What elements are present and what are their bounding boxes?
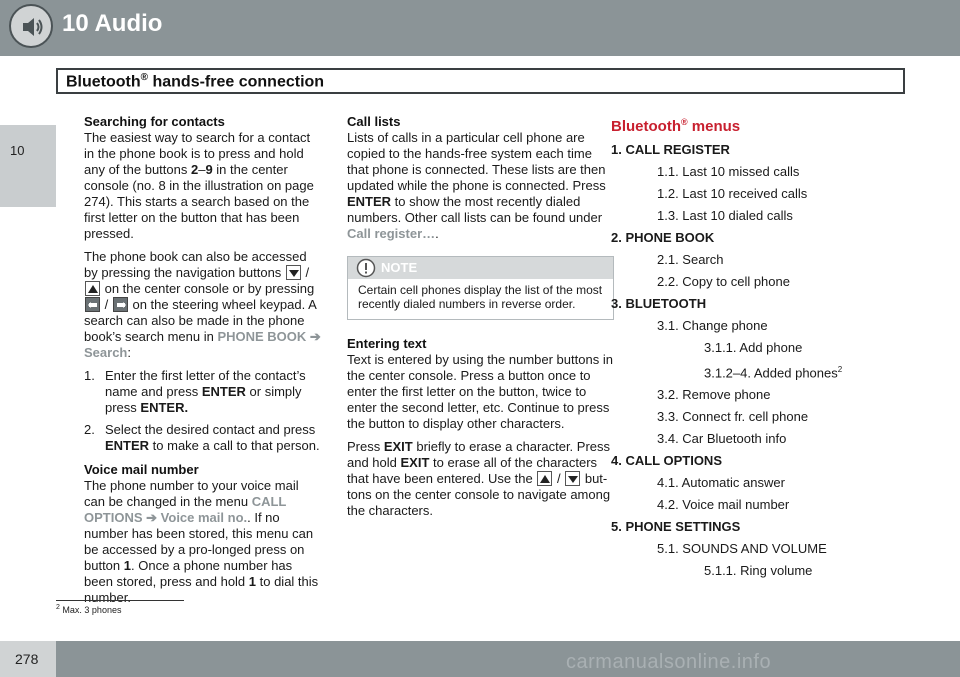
menu-tree-item: 1.3. Last 10 dialed calls xyxy=(657,208,793,223)
menu-tree-item: 3.1.2–4. Added phones$^2$ xyxy=(704,365,843,381)
nav-up-key-icon xyxy=(85,281,100,296)
note-box xyxy=(347,256,614,320)
menu-tree-item: 5.1. SOUNDS AND VOLUME xyxy=(657,541,827,557)
chapter-title: 10 Audio xyxy=(62,10,163,37)
menu-tree-item: 1.2. Last 10 received calls xyxy=(657,186,808,201)
chapter-tab-label: 10 xyxy=(10,143,25,158)
search-paragraph-1: The easiest way to search for a contact in the phone book is to press and hold any of the buttons 2–9 in the center console (no. 8 in the illustration on page 274). This starts a search based on the first letter on the button that has been pressed. xyxy=(84,130,314,241)
call-lists-heading: Call lists xyxy=(347,114,401,129)
menu-tree-item: 3.4. Car Bluetooth info xyxy=(657,431,787,447)
section-title: Bluetooth® hands-free connection xyxy=(66,72,325,91)
step-item: 2. Select the desired contact and press ENTER to make a call to that person. xyxy=(84,422,320,453)
menu-tree-item: 3.2. Remove phone xyxy=(657,387,771,403)
section-title-bar xyxy=(56,68,905,94)
watermark: carmanualsonline.info xyxy=(566,651,772,673)
bluetooth-menus-heading: Bluetooth® menus xyxy=(611,117,741,135)
footnote: $^2$ Max. 3 phones xyxy=(56,604,122,615)
page-number: 278 xyxy=(15,651,39,667)
column-middle xyxy=(347,114,614,526)
menu-arrow-icon: ➔ xyxy=(309,329,321,344)
search-heading: Searching for contacts xyxy=(84,114,225,129)
step-item: 1. Enter the first letter of the contact’s name and press ENTER or simply press ENTER. xyxy=(84,368,306,415)
menu-tree-item: 4.2. Voice mail number xyxy=(657,497,790,513)
nav-up-key-icon xyxy=(537,471,552,486)
menu-tree-item: 2.1. Search xyxy=(657,252,724,267)
menu-tree-item: 2.2. Copy to cell phone xyxy=(657,274,790,289)
menu-tree-item: 4. CALL OPTIONS xyxy=(611,453,722,469)
note-label: NOTE xyxy=(381,260,418,275)
footnote-rule xyxy=(56,600,184,601)
menu-tree-item: 3.1.1. Add phone xyxy=(704,340,803,355)
menu-search: Search xyxy=(84,345,128,360)
menu-tree-item: 3.3. Connect fr. cell phone xyxy=(657,409,809,425)
nav-down-key-icon xyxy=(286,265,301,280)
call-lists-paragraph: Lists of calls in a particular cell phone are copied to the hands-free system each time that phone is connected. These lists are then updated while the phone is connected. Press ENTER to show the most recently dialed numbers. Other call lists can be found under Call register…. xyxy=(347,130,606,241)
entering-text-paragraph-2: Press EXIT briefly to erase a character. Press and hold EXIT to erase all of the characters that have been entered. Use the / but-tons on the center console to navigate among the characters. xyxy=(347,439,611,518)
voicemail-paragraph: The phone number to your voice mail can be changed in the menu CALL OPTIONS ➔ Voice mail no.. If no number has been stored, this menu can be accessed by a pro-longed press on button 1. Once a phone number has been stored, press and hold 1 to dial this number. xyxy=(84,478,319,605)
warning-info-icon xyxy=(356,258,376,278)
speaker-icon xyxy=(9,4,53,48)
menu-call-options: CALL OPTIONS xyxy=(84,494,287,525)
menu-tree-item: 5. PHONE SETTINGS xyxy=(611,519,741,535)
menu-tree-item: 5.1.1. Ring volume xyxy=(704,563,813,579)
menu-voice-mail: Voice mail no. xyxy=(160,510,248,525)
menu-tree-item: 1.1. Last 10 missed calls xyxy=(657,164,800,179)
footer-band xyxy=(0,641,960,677)
search-steps xyxy=(84,368,322,454)
nav-down-key-icon xyxy=(565,471,580,486)
note-text: Certain cell phones display the list of the most recently dialed numbers in reverse order. xyxy=(358,283,603,311)
steering-left-key-icon xyxy=(85,297,100,312)
voicemail-heading: Voice mail number xyxy=(84,462,199,477)
steering-right-key-icon xyxy=(113,297,128,312)
menu-tree-item: 3.1. Change phone xyxy=(657,318,768,333)
note-header xyxy=(348,257,613,279)
search-paragraph-2: The phone book can also be accessed by pressing the navigation buttons / on the center console or by pressing / on the steering wheel keypad. A search can also be made in the phone book’s search menu in PHONE BOOK ➔ Search: xyxy=(84,249,321,360)
menu-tree-item: 1. CALL REGISTER xyxy=(611,142,730,157)
menu-call-register: Call register… xyxy=(347,226,436,241)
menu-arrow-icon: ➔ xyxy=(146,510,158,525)
menu-tree-item: 3. BLUETOOTH xyxy=(611,296,707,311)
bluetooth-menu-tree xyxy=(611,139,891,582)
chapter-tab xyxy=(0,125,56,207)
menu-phone-book: PHONE BOOK xyxy=(217,329,307,344)
menu-tree-item: 4.1. Automatic answer xyxy=(657,475,785,491)
entering-text-paragraph-1: Text is entered by using the number buttons in the center console. Press a button once to enter the first letter on the button, twice to enter the second letter, etc. Continue to press the button to display other characters. xyxy=(347,352,613,431)
column-left xyxy=(84,114,322,613)
entering-text-heading: Entering text xyxy=(347,336,427,351)
column-right xyxy=(611,114,891,582)
menu-tree-item: 2. PHONE BOOK xyxy=(611,230,715,245)
